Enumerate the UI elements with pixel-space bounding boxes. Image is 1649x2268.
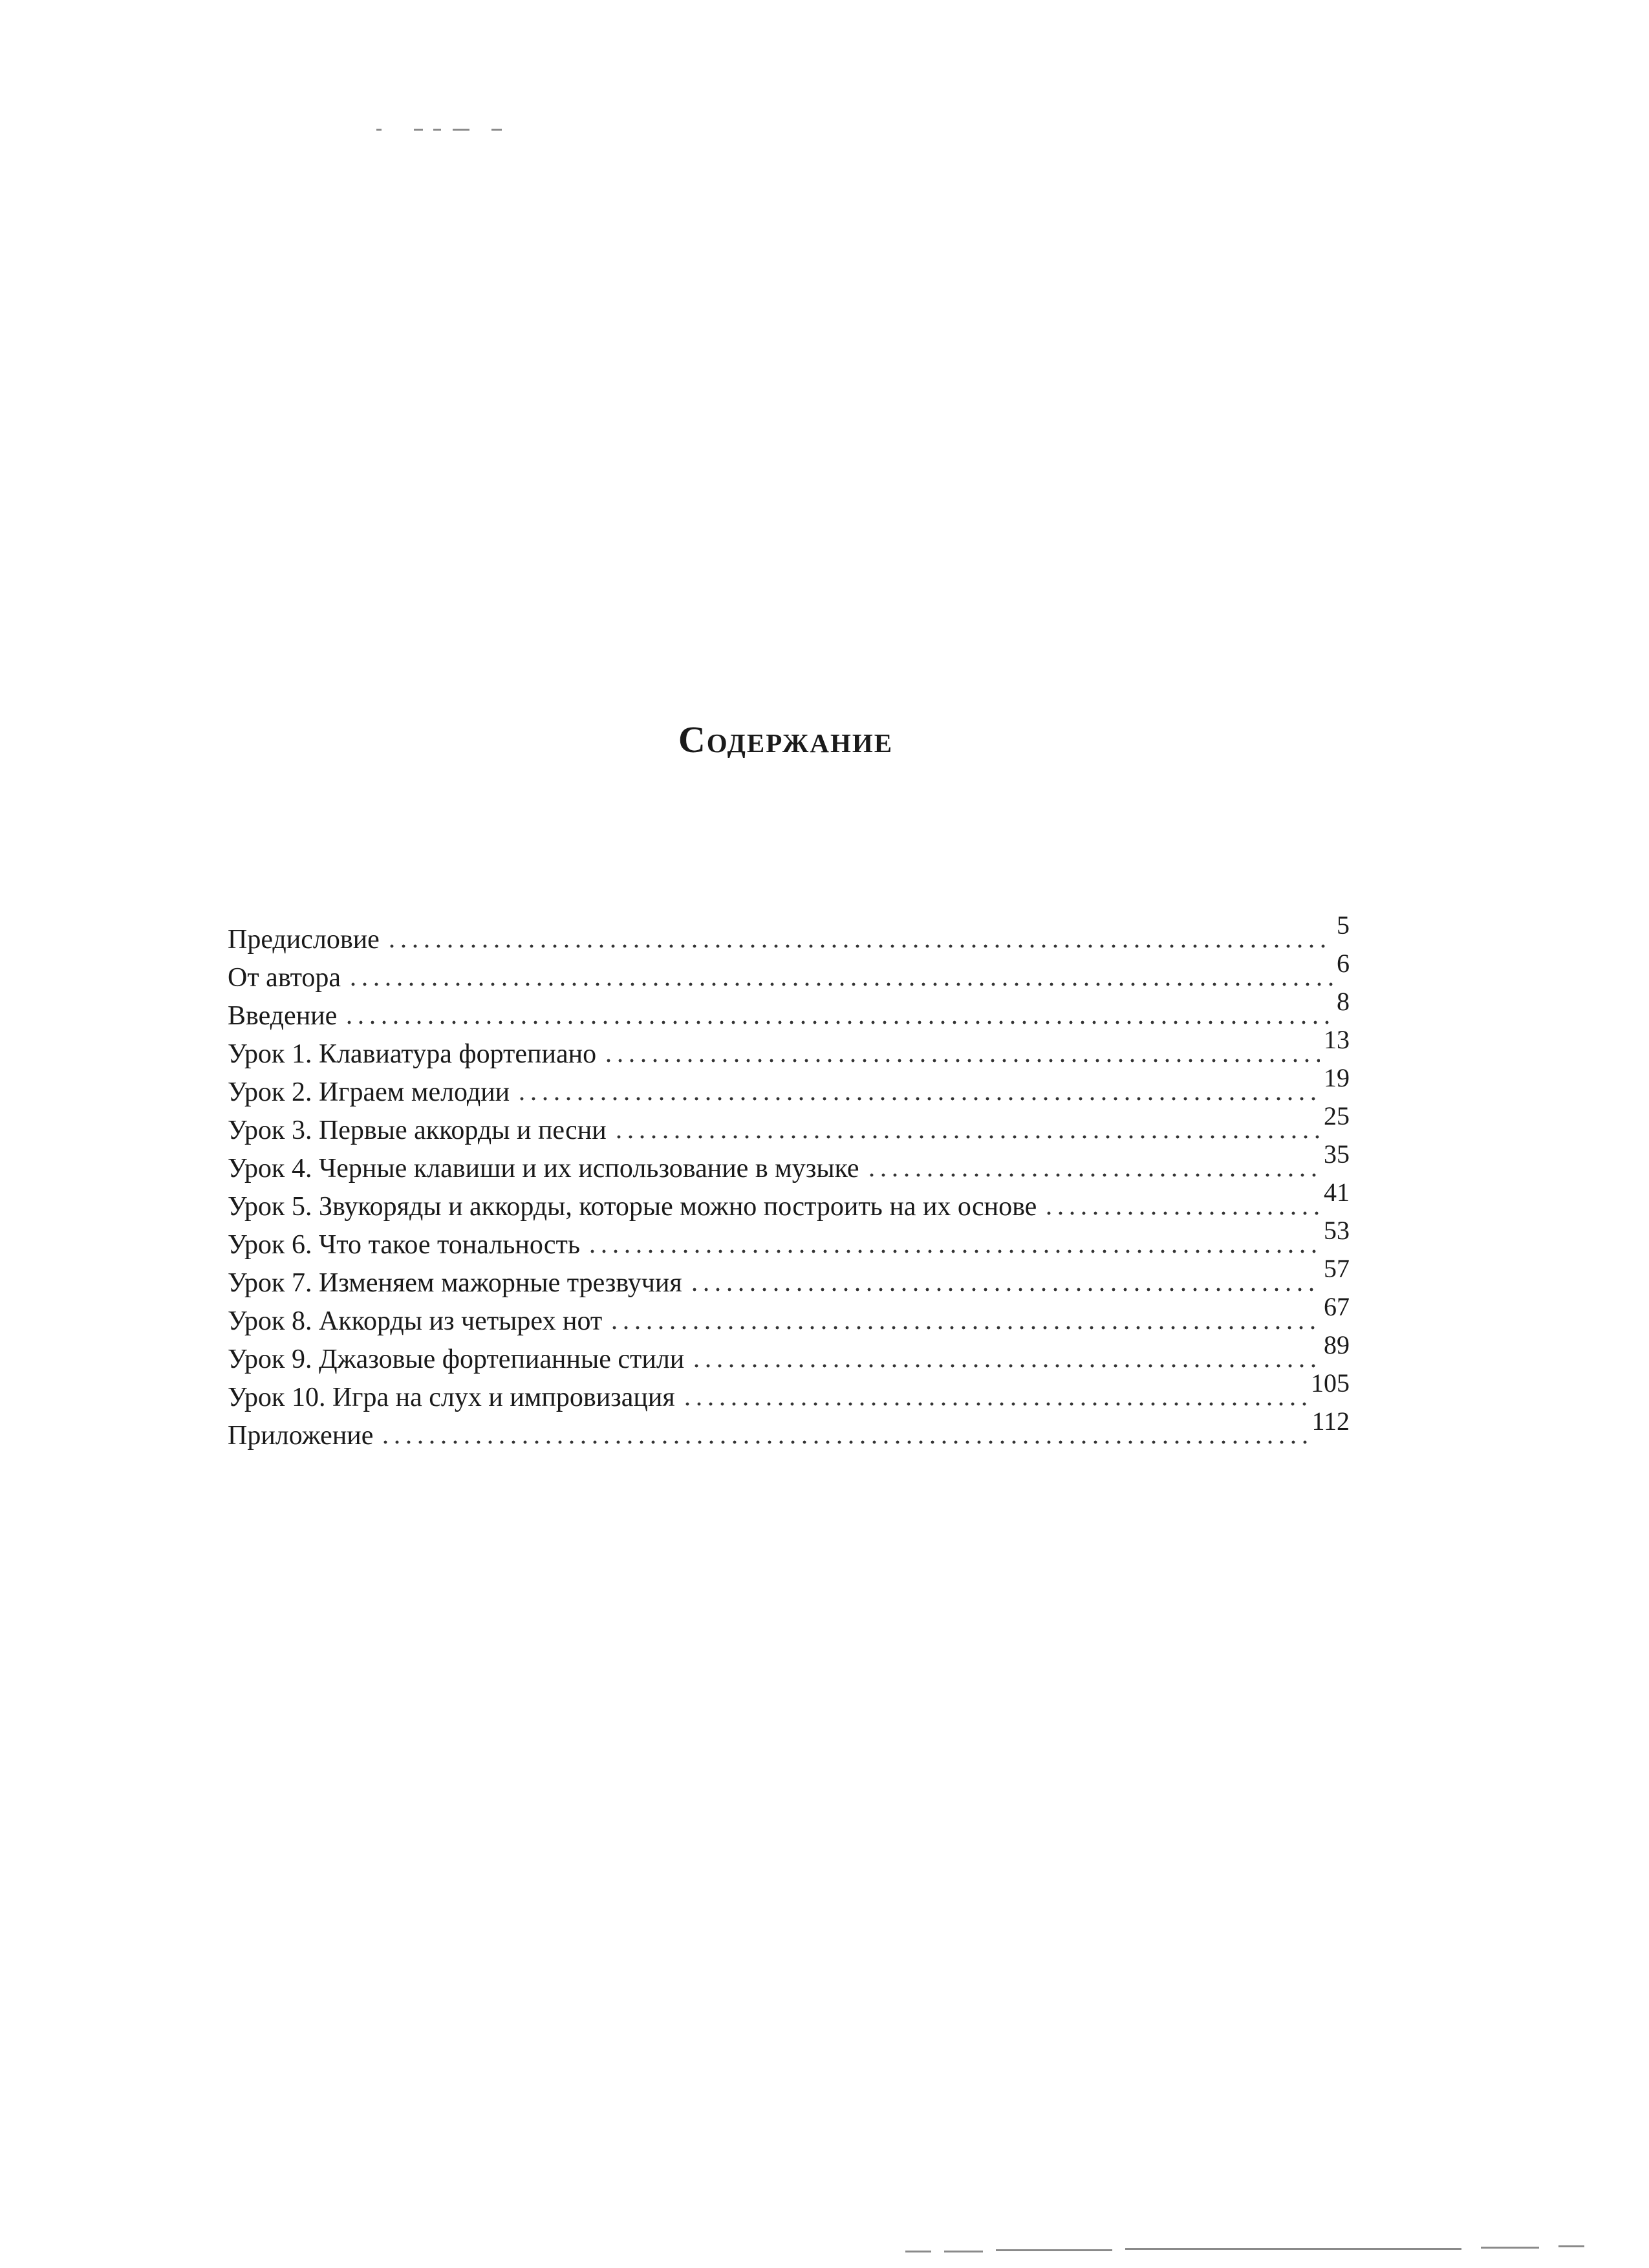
toc-entry	[228, 1139, 1350, 1185]
toc-entry-label: Урок 8. Аккорды из четырех нот	[228, 1306, 603, 1336]
toc-entry-label: Урок 1. Клавиатура фортепиано	[228, 1039, 597, 1069]
scan-dash	[944, 2251, 983, 2252]
toc-entry	[228, 1101, 1350, 1147]
toc-entry	[228, 1063, 1350, 1109]
toc-dot-leader	[613, 1135, 1320, 1139]
toc-entry	[228, 1025, 1350, 1071]
toc-entry-label: Урок 9. Джазовые фортепианные стили	[228, 1345, 685, 1374]
toc-entry-label: Урок 6. Что такое тональность	[228, 1230, 581, 1260]
toc-entry-page: 6	[1337, 949, 1350, 978]
scan-dash	[1125, 2248, 1461, 2250]
toc-entry-label: От автора	[228, 963, 341, 993]
scan-dash	[996, 2249, 1112, 2251]
toc-entry-page: 57	[1324, 1254, 1350, 1283]
table-of-contents	[228, 911, 1350, 1453]
toc-dot-leader	[347, 982, 1333, 986]
toc-entry	[228, 1254, 1350, 1300]
toc-entry-page: 35	[1324, 1139, 1350, 1169]
toc-entry-page: 53	[1324, 1216, 1350, 1245]
toc-entry	[228, 1216, 1350, 1262]
toc-dot-leader	[380, 1440, 1308, 1444]
toc-entry-label: Урок 2. Играем мелодии	[228, 1077, 510, 1107]
page-title: Содержание	[678, 718, 894, 761]
toc-entry-page: 25	[1324, 1101, 1350, 1130]
scan-dash	[433, 129, 441, 131]
scan-dash	[453, 129, 469, 131]
toc-entry	[228, 911, 1350, 956]
toc-entry-page: 41	[1324, 1178, 1350, 1207]
toc-entry	[228, 1292, 1350, 1338]
toc-entry-page: 105	[1311, 1368, 1350, 1398]
toc-entry	[228, 1407, 1350, 1453]
toc-entry-label: Урок 4. Черные клавиши и их использование в музыке	[228, 1154, 859, 1183]
toc-entry-page: 67	[1324, 1292, 1350, 1321]
toc-dot-leader	[682, 1402, 1307, 1406]
scan-dash	[414, 129, 423, 131]
toc-dot-leader	[386, 944, 1333, 948]
toc-entry-label: Урок 5. Звукоряды и аккорды, которые можно построить на их основе	[228, 1192, 1037, 1222]
toc-entry-page: 5	[1337, 911, 1350, 940]
toc-entry-page: 112	[1311, 1407, 1350, 1436]
toc-entry-label: Урок 3. Первые аккорды и песни	[228, 1116, 607, 1145]
scan-dash	[1558, 2245, 1584, 2247]
toc-dot-leader	[587, 1249, 1320, 1253]
toc-entry-label: Урок 7. Изменяем мажорные трезвучия	[228, 1268, 682, 1298]
toc-dot-leader	[689, 1288, 1320, 1291]
toc-dot-leader	[343, 1021, 1333, 1024]
toc-dot-leader	[609, 1326, 1320, 1330]
toc-entry	[228, 1178, 1350, 1224]
toc-entry-label: Приложение	[228, 1421, 374, 1451]
toc-entry-page: 13	[1324, 1025, 1350, 1054]
scan-dash	[376, 129, 382, 131]
scan-dash	[491, 129, 502, 131]
scan-dash	[1481, 2247, 1539, 2249]
toc-entry-page: 8	[1337, 987, 1350, 1016]
toc-entry-page: 89	[1324, 1330, 1350, 1359]
toc-dot-leader	[603, 1059, 1320, 1063]
toc-entry-page: 19	[1324, 1063, 1350, 1092]
toc-entry-label: Предисловие	[228, 925, 380, 955]
toc-entry	[228, 1330, 1350, 1376]
toc-entry	[228, 987, 1350, 1033]
toc-dot-leader	[691, 1364, 1320, 1368]
toc-dot-leader	[866, 1173, 1320, 1177]
toc-entry-label: Введение	[228, 1001, 338, 1031]
toc-entry-label: Урок 10. Игра на слух и импровизация	[228, 1383, 675, 1412]
toc-entry	[228, 1368, 1350, 1414]
toc-entry	[228, 949, 1350, 995]
toc-dot-leader	[516, 1097, 1320, 1101]
toc-dot-leader	[1043, 1211, 1320, 1215]
scan-dash	[905, 2251, 931, 2252]
